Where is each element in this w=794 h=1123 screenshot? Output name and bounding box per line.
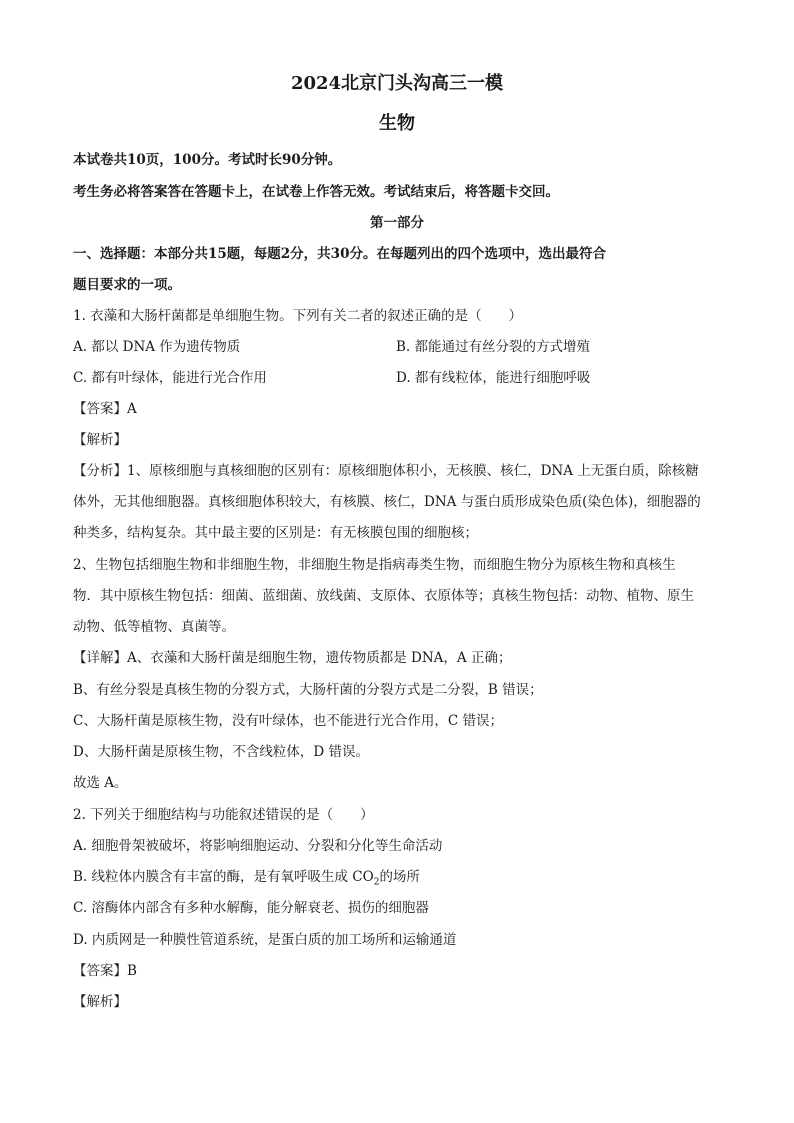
exam-title: 2024北京门头沟高三一模 (290, 73, 504, 94)
q1-conclusion: 故选 A。 (73, 775, 128, 791)
q2-option-b-text-end: 的场所 (379, 869, 420, 885)
q1-analysis-line: 【分析】1、原核细胞与真核细胞的区别有：原核细胞体积小，无核膜、核仁，DNA 上无蛋白质，除核糖 (73, 463, 699, 479)
q2-stem: 2. 下列关于细胞结构与功能叙述错误的是（ ） (73, 807, 374, 823)
part-heading: 第一部分 (370, 215, 424, 231)
q1-analysis-line: 物．其中原核生物包括：细菌、蓝细菌、放线菌、支原体、衣原体等；真核生物包括：动物、植物、原生 (73, 588, 694, 604)
section-instruction-line-2: 题目要求的一项。 (73, 277, 181, 293)
q1-analysis-line: 动物、低等植物、真菌等。 (73, 619, 235, 635)
q2-option-b-subscript: 2 (373, 877, 380, 888)
q2-analysis-label: 【解析】 (73, 994, 127, 1010)
q1-stem: 1. 衣藻和大肠杆菌都是单细胞生物。下列有关二者的叙述正确的是（ ） (73, 308, 523, 324)
q1-option-c: C. 都有叶绿体，能进行光合作用 (73, 370, 267, 386)
q1-detail-line: 【详解】A、衣藻和大肠杆菌是细胞生物，遗传物质都是 DNA，A 正确； (73, 650, 512, 666)
q2-option-c: C. 溶酶体内部含有多种水解酶，能分解衰老、损伤的细胞器 (73, 900, 429, 916)
q1-detail-line: D、大肠杆菌是原核生物，不含线粒体，D 错误。 (73, 744, 369, 760)
q1-analysis-label: 【解析】 (73, 432, 127, 448)
q1-detail-line: C、大肠杆菌是原核生物，没有叶绿体，也不能进行光合作用，C 错误； (73, 713, 503, 729)
q2-option-d: D. 内质网是一种膜性管道系统，是蛋白质的加工场所和运输通道 (73, 932, 457, 948)
q1-option-a: A. 都以 DNA 作为遗传物质 (73, 339, 241, 355)
q2-option-b-text: B. 线粒体内膜含有丰富的酶，是有氧呼吸生成 CO (73, 869, 374, 885)
q1-option-d: D. 都有线粒体，能进行细胞呼吸 (396, 370, 591, 386)
q2-option-a: A. 细胞骨架被破坏，将影响细胞运动、分裂和分化等生命活动 (73, 838, 443, 854)
q1-option-b: B. 都能通过有丝分裂的方式增殖 (396, 339, 591, 355)
q1-analysis-line: 2、生物包括细胞生物和非细胞生物，非细胞生物是指病毒类生物，而细胞生物分为原核生物和真核生 (73, 557, 676, 573)
q2-answer: 【答案】B (73, 963, 137, 979)
subject-title: 生物 (379, 113, 415, 134)
q1-analysis-line: 体外，无其他细胞器。真核细胞体积较大，有核膜、核仁，DNA 与蛋白质形成染色质(染色体)，细胞器的 (73, 494, 701, 510)
q1-analysis-line: 种类多，结构复杂。其中最主要的区别是：有无核膜包围的细胞核； (73, 525, 478, 541)
q1-detail-line: B、有丝分裂是真核生物的分裂方式，大肠杆菌的分裂方式是二分裂，B 错误； (73, 682, 543, 698)
intro-line-2: 考生务必将答案答在答题卡上，在试卷上作答无效。考试结束后，将答题卡交回。 (73, 184, 559, 200)
section-instruction-line-1: 一、选择题：本部分共15题，每题2分，共30分。在每题列出的四个选项中，选出最符合 (73, 246, 606, 262)
intro-line-1: 本试卷共10页，100分。考试时长90分钟。 (73, 152, 342, 168)
q2-option-b (73, 867, 420, 887)
q1-answer: 【答案】A (73, 401, 137, 417)
